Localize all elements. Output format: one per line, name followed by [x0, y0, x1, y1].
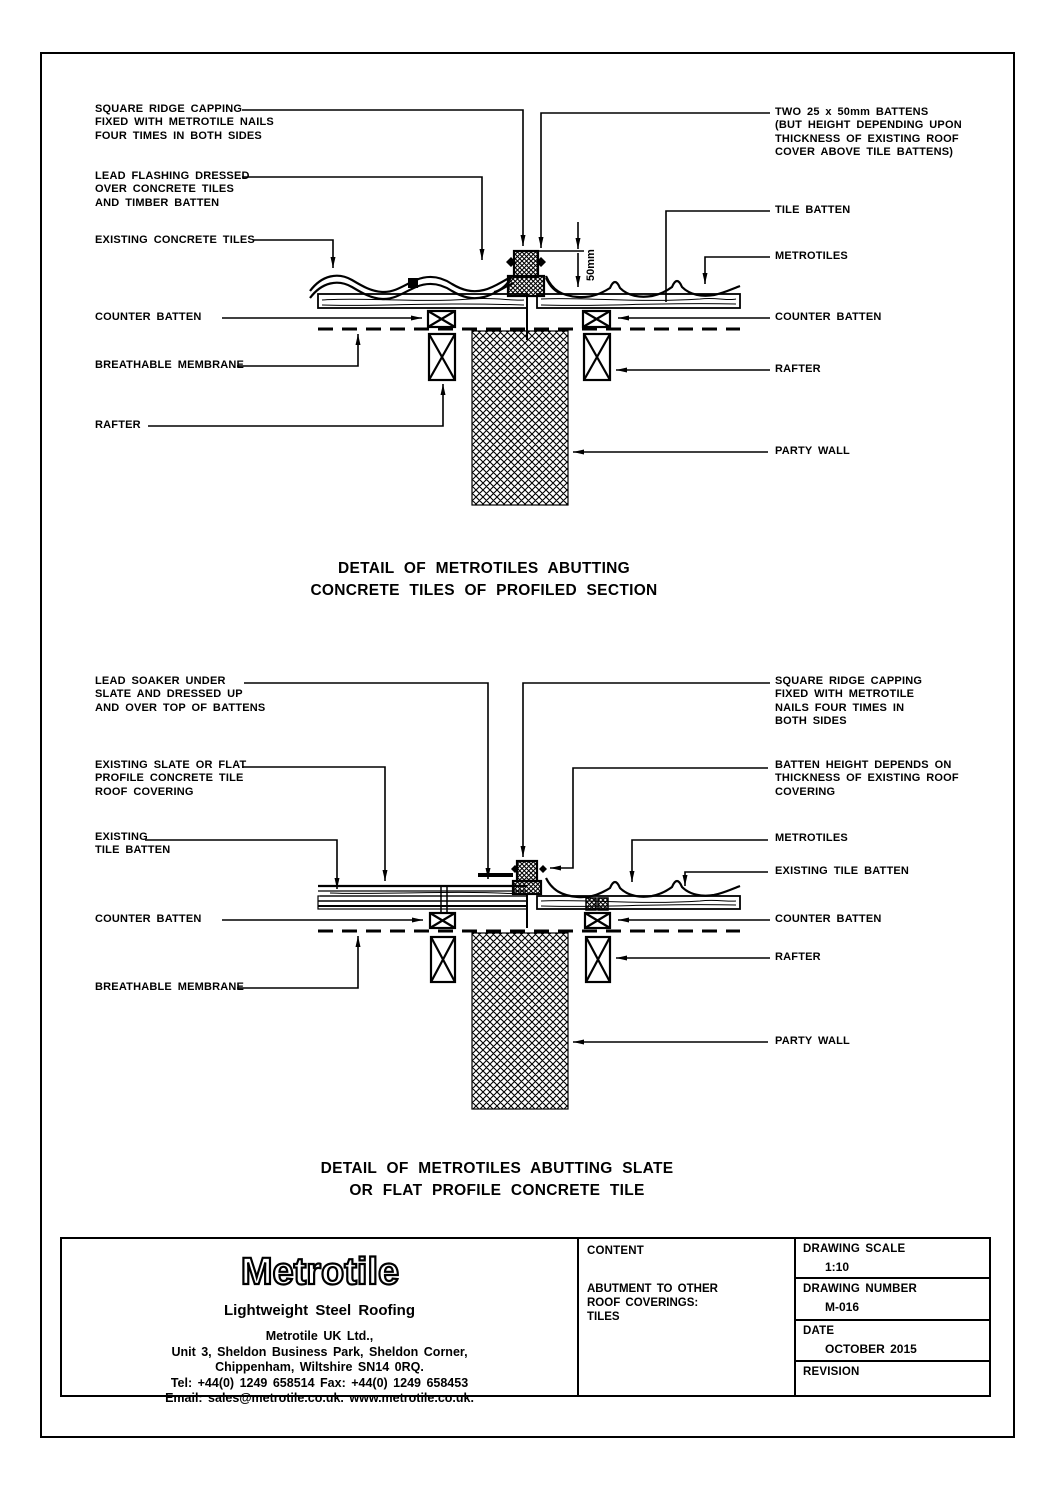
company-tagline: Lightweight Steel Roofing: [224, 1302, 415, 1319]
company-address: Metrotile UK Ltd., Unit 3, Sheldon Business Park, Sheldon Corner, Chippenham, Wiltshire SN14 0RQ. Tel: +44(0) 1249 658514 Fax: +44(0) 1249 658453 Email: sales@metrotile.co.uk. www.metrotile.co.uk.: [165, 1329, 474, 1405]
label-metrotiles-bottom: METROTILES: [775, 832, 848, 844]
title-block-content-cell: [577, 1239, 794, 1395]
label-metrotiles-top: METROTILES: [775, 250, 848, 262]
label-lead-soaker: LEAD SOAKER UNDER SLATE AND DRESSED UP AND OVER TOP OF BATTENS: [95, 675, 266, 714]
label-existing-tile-batten-right: EXISTING TILE BATTEN: [775, 865, 910, 877]
title-block-meta-cells: [794, 1239, 989, 1395]
label-breathable-membrane-bottom: BREATHABLE MEMBRANE: [95, 981, 245, 993]
drawing-number-cell: DRAWING NUMBER M-016: [796, 1279, 989, 1321]
revision-cell: REVISION: [803, 1366, 860, 1378]
drawing-scale-cell: DRAWING SCALE 1:10: [796, 1239, 989, 1279]
label-rafter-top-right: RAFTER: [775, 363, 821, 375]
label-batten-height: BATTEN HEIGHT DEPENDS ON THICKNESS OF EXISTING ROOF COVERING: [775, 759, 959, 798]
label-counter-batten-bottom-left: COUNTER BATTEN: [95, 913, 202, 925]
svg-text:Metrotile: Metrotile: [240, 1251, 399, 1293]
title-block-company-cell: [62, 1239, 577, 1405]
label-counter-batten-top-right: COUNTER BATTEN: [775, 311, 882, 323]
label-party-wall-bottom: PARTY WALL: [775, 1035, 850, 1047]
label-breathable-membrane-top: BREATHABLE MEMBRANE: [95, 359, 245, 371]
date-value: OCTOBER 2015: [825, 1342, 917, 1356]
label-lead-flashing: LEAD FLASHING DRESSED OVER CONCRETE TILES AND TIMBER BATTEN: [95, 170, 250, 209]
metrotile-logo: [170, 1245, 470, 1295]
diagram-bottom-title: DETAIL OF METROTILES ABUTTING SLATE OR FLAT PROFILE CONCRETE TILE: [320, 1160, 674, 1199]
label-counter-batten-top-left: COUNTER BATTEN: [95, 311, 202, 323]
label-existing-tile-batten-left: EXISTING TILE BATTEN: [95, 831, 171, 857]
label-counter-batten-bottom-right: COUNTER BATTEN: [775, 913, 882, 925]
label-tile-batten-top: TILE BATTEN: [775, 204, 851, 216]
label-two-battens: TWO 25 x 50mm BATTENS (BUT HEIGHT DEPENDING UPON THICKNESS OF EXISTING ROOF COVER ABOVE TILE BATTENS): [775, 106, 962, 159]
label-rafter-bottom-right: RAFTER: [775, 951, 821, 963]
label-party-wall-top: PARTY WALL: [775, 445, 850, 457]
diagram-top-title: DETAIL OF METROTILES ABUTTING CONCRETE TILES OF PROFILED SECTION: [310, 560, 658, 599]
label-existing-concrete-tiles: EXISTING CONCRETE TILES: [95, 234, 255, 246]
content-value: ABUTMENT TO OTHER ROOF COVERINGS: TILES: [587, 1283, 718, 1323]
label-square-ridge-capping-bottom: SQUARE RIDGE CAPPING FIXED WITH METROTILE NAILS FOUR TIMES IN BOTH SIDES: [775, 675, 923, 728]
sheet-border: [40, 52, 1015, 1438]
date-cell: DATE OCTOBER 2015: [796, 1321, 989, 1362]
drawing-scale-value: 1:10: [825, 1260, 850, 1274]
label-rafter-top-left: RAFTER: [95, 419, 141, 431]
label-square-ridge-capping-top: SQUARE RIDGE CAPPING FIXED WITH METROTILE NAILS FOUR TIMES IN BOTH SIDES: [95, 103, 274, 142]
title-block: [60, 1237, 991, 1405]
drawing-number-value: M-016: [825, 1300, 860, 1314]
content-label: CONTENT: [587, 1245, 644, 1257]
dimension-50mm: 50mm: [585, 249, 597, 281]
label-existing-slate: EXISTING SLATE OR FLAT PROFILE CONCRETE TILE ROOF COVERING: [95, 759, 247, 798]
